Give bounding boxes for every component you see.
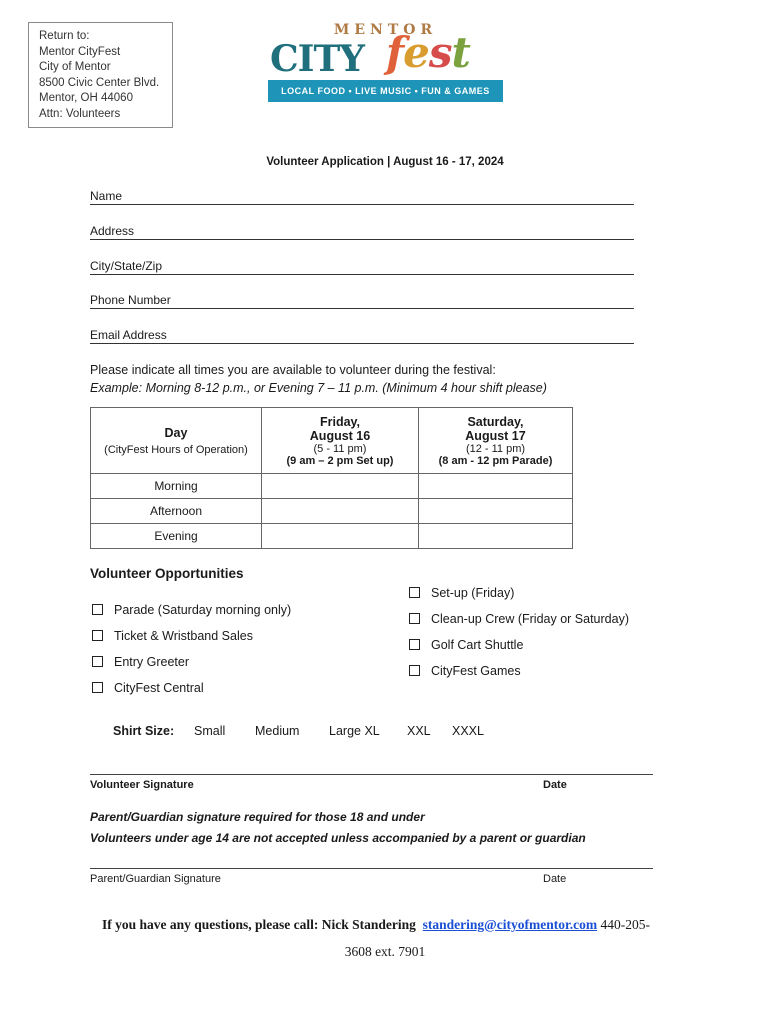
- return-line: Mentor, OH 44060: [39, 92, 133, 105]
- opportunity-label: CityFest Games: [431, 664, 521, 678]
- address-field[interactable]: [90, 223, 634, 240]
- contact-line: [102, 917, 722, 933]
- guardian-note: Parent/Guardian signature required for those 18 and under: [90, 810, 425, 824]
- day-header: Day: [164, 425, 188, 440]
- opportunity-cityfest-central[interactable]: [92, 679, 204, 697]
- availability-instructions: [90, 361, 547, 397]
- opportunity-label: Clean-up Crew (Friday or Saturday): [431, 612, 629, 626]
- opportunity-parade[interactable]: [92, 601, 291, 619]
- saturday-morning-cell[interactable]: [419, 474, 573, 499]
- day-header-cell: [91, 408, 262, 474]
- logo-mentor-text: MENTOR: [333, 22, 438, 38]
- guardian-date-label: Date: [543, 873, 567, 885]
- return-line: Mentor CityFest: [39, 45, 121, 58]
- saturday-line1: Saturday,: [467, 414, 524, 429]
- opportunity-label: Ticket & Wristband Sales: [114, 629, 253, 643]
- checkbox-icon[interactable]: [409, 587, 420, 598]
- table-header-row: [91, 408, 573, 474]
- friday-header-cell: [262, 408, 419, 474]
- checkbox-icon[interactable]: [92, 604, 103, 615]
- checkbox-icon[interactable]: [92, 630, 103, 641]
- checkbox-icon[interactable]: [409, 665, 420, 676]
- opportunity-label: Golf Cart Shuttle: [431, 638, 524, 652]
- checkbox-icon[interactable]: [92, 656, 103, 667]
- guardian-signature-line[interactable]: [90, 868, 653, 869]
- instructions-example: Example: Morning 8-12 p.m., or Evening 7 – 11 p.m. (Minimum 4 hour shift please): [90, 381, 547, 395]
- shirt-size-medium[interactable]: Medium: [255, 724, 300, 738]
- name-label: Name: [90, 189, 123, 203]
- saturday-line2: August 17: [465, 428, 526, 443]
- email-field[interactable]: [90, 327, 634, 344]
- contact-phone-part1: 440-205-: [600, 917, 650, 932]
- opportunity-golf-cart[interactable]: [409, 636, 523, 654]
- saturday-header-cell: [419, 408, 573, 474]
- opportunity-games[interactable]: [409, 662, 521, 680]
- return-line: City of Mentor: [39, 61, 111, 74]
- saturday-evening-cell[interactable]: [419, 524, 573, 549]
- shirt-size-large-xl[interactable]: Large XL: [329, 724, 380, 738]
- shirt-size-xxxl[interactable]: XXXL: [452, 724, 484, 738]
- checkbox-icon[interactable]: [409, 613, 420, 624]
- opportunity-setup[interactable]: [409, 584, 514, 602]
- logo-banner: LOCAL FOOD • LIVE MUSIC • FUN & GAMES: [268, 80, 503, 102]
- friday-afternoon-cell[interactable]: [262, 499, 419, 524]
- phone-field[interactable]: [90, 292, 634, 309]
- return-line: Attn: Volunteers: [39, 107, 121, 120]
- checkbox-icon[interactable]: [92, 682, 103, 693]
- shirt-size-xxl[interactable]: XXL: [407, 724, 431, 738]
- table-row: [91, 524, 573, 549]
- opportunity-cleanup[interactable]: [409, 610, 629, 628]
- friday-line2: August 16: [309, 428, 371, 443]
- volunteer-date-label: Date: [543, 779, 567, 791]
- cityfest-logo: [268, 22, 503, 104]
- shirt-size-label: Shirt Size:: [113, 724, 175, 738]
- opportunity-label: Set-up (Friday): [431, 586, 515, 600]
- volunteer-signature-label: Volunteer Signature: [90, 779, 194, 791]
- city-state-zip-label: City/State/Zip: [90, 259, 163, 273]
- volunteer-signature-line[interactable]: [90, 774, 653, 775]
- return-address-box: [28, 22, 173, 128]
- instructions-line: Please indicate all times you are available to volunteer during the festival:: [90, 363, 496, 377]
- phone-label: Phone Number: [90, 293, 171, 307]
- saturday-hours: (12 - 11 pm): [465, 442, 526, 455]
- logo-fest-letter: e: [403, 28, 429, 77]
- return-line: Return to:: [39, 30, 90, 42]
- friday-evening-cell[interactable]: [262, 524, 419, 549]
- friday-hours: (5 - 11 pm): [313, 442, 367, 455]
- logo-city-text: CITY: [270, 38, 364, 80]
- table-row: [91, 499, 573, 524]
- day-subheader: (CityFest Hours of Operation): [104, 443, 248, 456]
- logo-fest-text: [386, 28, 470, 77]
- city-state-zip-field[interactable]: [90, 258, 634, 275]
- saturday-afternoon-cell[interactable]: [419, 499, 573, 524]
- row-label-evening: Evening: [91, 524, 262, 549]
- table-row: [91, 474, 573, 499]
- opportunity-ticket-sales[interactable]: [92, 627, 253, 645]
- opportunity-label: Parade (Saturday morning only): [114, 603, 292, 617]
- contact-phone-continued: 3608 ext. 7901: [344, 944, 426, 959]
- email-label: Email Address: [90, 328, 167, 342]
- opportunity-label: Entry Greeter: [114, 655, 190, 669]
- logo-fest-letter: f: [386, 28, 404, 77]
- availability-table: [90, 407, 573, 549]
- row-label-morning: Morning: [91, 474, 262, 499]
- guardian-signature-label: Parent/Guardian Signature: [90, 873, 221, 885]
- logo-fest-letter: s: [428, 28, 452, 77]
- row-label-afternoon: Afternoon: [91, 499, 262, 524]
- contact-text: If you have any questions, please call: Nick Standering: [102, 917, 416, 932]
- friday-note: (9 am – 2 pm Set up): [286, 454, 394, 467]
- return-line: 8500 Civic Center Blvd.: [39, 76, 160, 89]
- address-label: Address: [90, 224, 135, 238]
- saturday-note: (8 am - 12 pm Parade): [438, 454, 553, 467]
- friday-morning-cell[interactable]: [262, 474, 419, 499]
- contact-email-link[interactable]: standering@cityofmentor.com: [422, 917, 598, 932]
- shirt-size-small[interactable]: Small: [194, 724, 226, 738]
- opportunity-entry-greeter[interactable]: [92, 653, 189, 671]
- form-title: Volunteer Application | August 16 - 17, 2024: [266, 156, 504, 168]
- opportunity-label: CityFest Central: [114, 681, 204, 695]
- name-field[interactable]: [90, 188, 634, 205]
- opportunities-title: Volunteer Opportunities: [90, 566, 244, 581]
- age-note: Volunteers under age 14 are not accepted unless accompanied by a parent or guardian: [90, 831, 586, 845]
- logo-fest-letter: t: [451, 28, 470, 77]
- checkbox-icon[interactable]: [409, 639, 420, 650]
- friday-line1: Friday,: [319, 414, 361, 429]
